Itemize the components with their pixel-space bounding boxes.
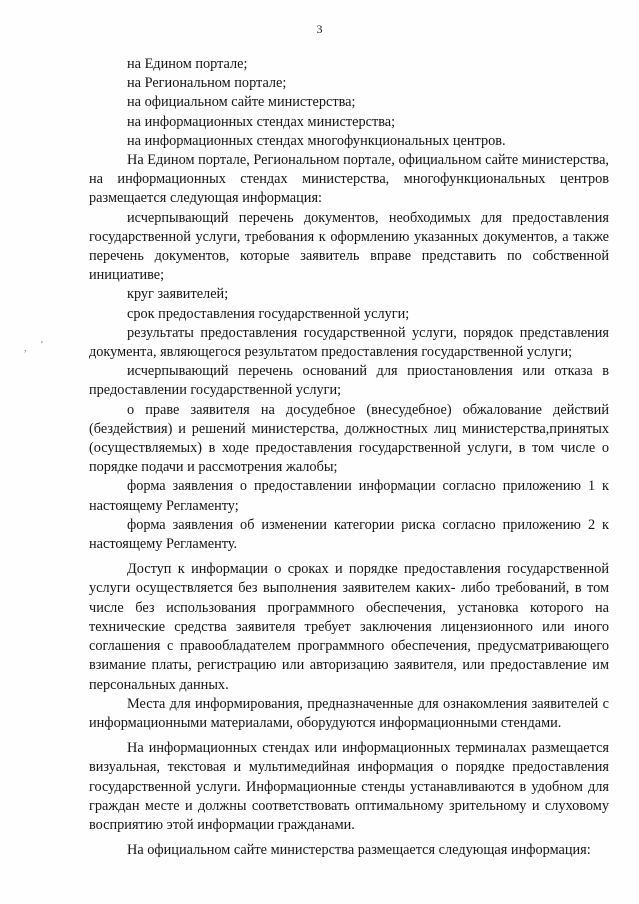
scan-mark: ,	[24, 343, 27, 354]
paragraph: результаты предоставления государственной услуги, порядок представления документа, являющегося результатом предоставления государственной услуги;	[89, 324, 609, 361]
paragraph: о праве заявителя на досудебное (внесудебное) обжалование действий (бездействия) и решений министерства, должностных лиц министерства,принятых (осуществляемых) в ходе предоставления государственной услуги, в том числе о порядке подачи и рассмотрения жалобы;	[89, 401, 609, 476]
paragraph: на информационных стендах многофункциональных центров.	[127, 132, 506, 149]
paragraph: на информационных стендах министерства;	[127, 113, 396, 130]
paragraph: На Едином портале, Региональном портале, официальном сайте министерства, на информационных стендах министерства, многофункциональных центров размещается следующая информация:	[89, 152, 609, 207]
paragraph: круг заявителей;	[127, 286, 229, 303]
paragraph: исчерпывающий перечень оснований для приостановления или отказа в предоставлении государственной услуги;	[89, 363, 609, 399]
paragraph: на официальном сайте министерства;	[127, 94, 356, 111]
page-number: 3	[316, 22, 323, 36]
paragraph: На официальном сайте министерства размещается следующая информация:	[127, 842, 591, 859]
paragraph: форма заявления об изменении категории риска согласно приложению 2 к настоящему Регламенту.	[89, 516, 609, 553]
paragraph: срок предоставления государственной услуги;	[127, 305, 410, 322]
document-body	[89, 55, 609, 860]
scan-mark: '	[41, 340, 43, 351]
paragraph: форма заявления о предоставлении информации согласно приложению 1 к настоящему Регламенту;	[89, 478, 609, 514]
paragraph: Доступ к информации о сроках и порядке предоставления государственной услуги осуществляется без выполнения заявителем каких- либо требований, в том числе без использования программного обеспечения, установка которого на технические средства заявителя требует заключения лицензионного или иного соглашения с правообладателем программного обеспечения, предусматривающего взимание платы, регистрацию или авторизацию заявителя, или предоставление им персональных данных.	[89, 561, 609, 693]
paragraph: на Региональном портале;	[127, 75, 287, 92]
paragraph: исчерпывающий перечень документов, необходимых для предоставления государственной услуги, требования к оформлению указанных документов, а также перечень документов, которые заявитель вправе представить по собственной инициативе;	[89, 209, 609, 284]
paragraph: Места для информирования, предназначенные для ознакомления заявителей с информационными материалами, оборудуются информационными стендами.	[89, 695, 609, 731]
paragraph: На информационных стендах или информационных терминалах размещается визуальная, текстовая и мультимедийная информация о порядке предоставления государственной услуги. Информационные стенды устанавливаются в удобном для граждан месте и должны соответствовать оптимальному зрительному и слуховому восприятию этой информации гражданами.	[89, 740, 609, 833]
paragraph: на Едином портале;	[127, 56, 248, 72]
